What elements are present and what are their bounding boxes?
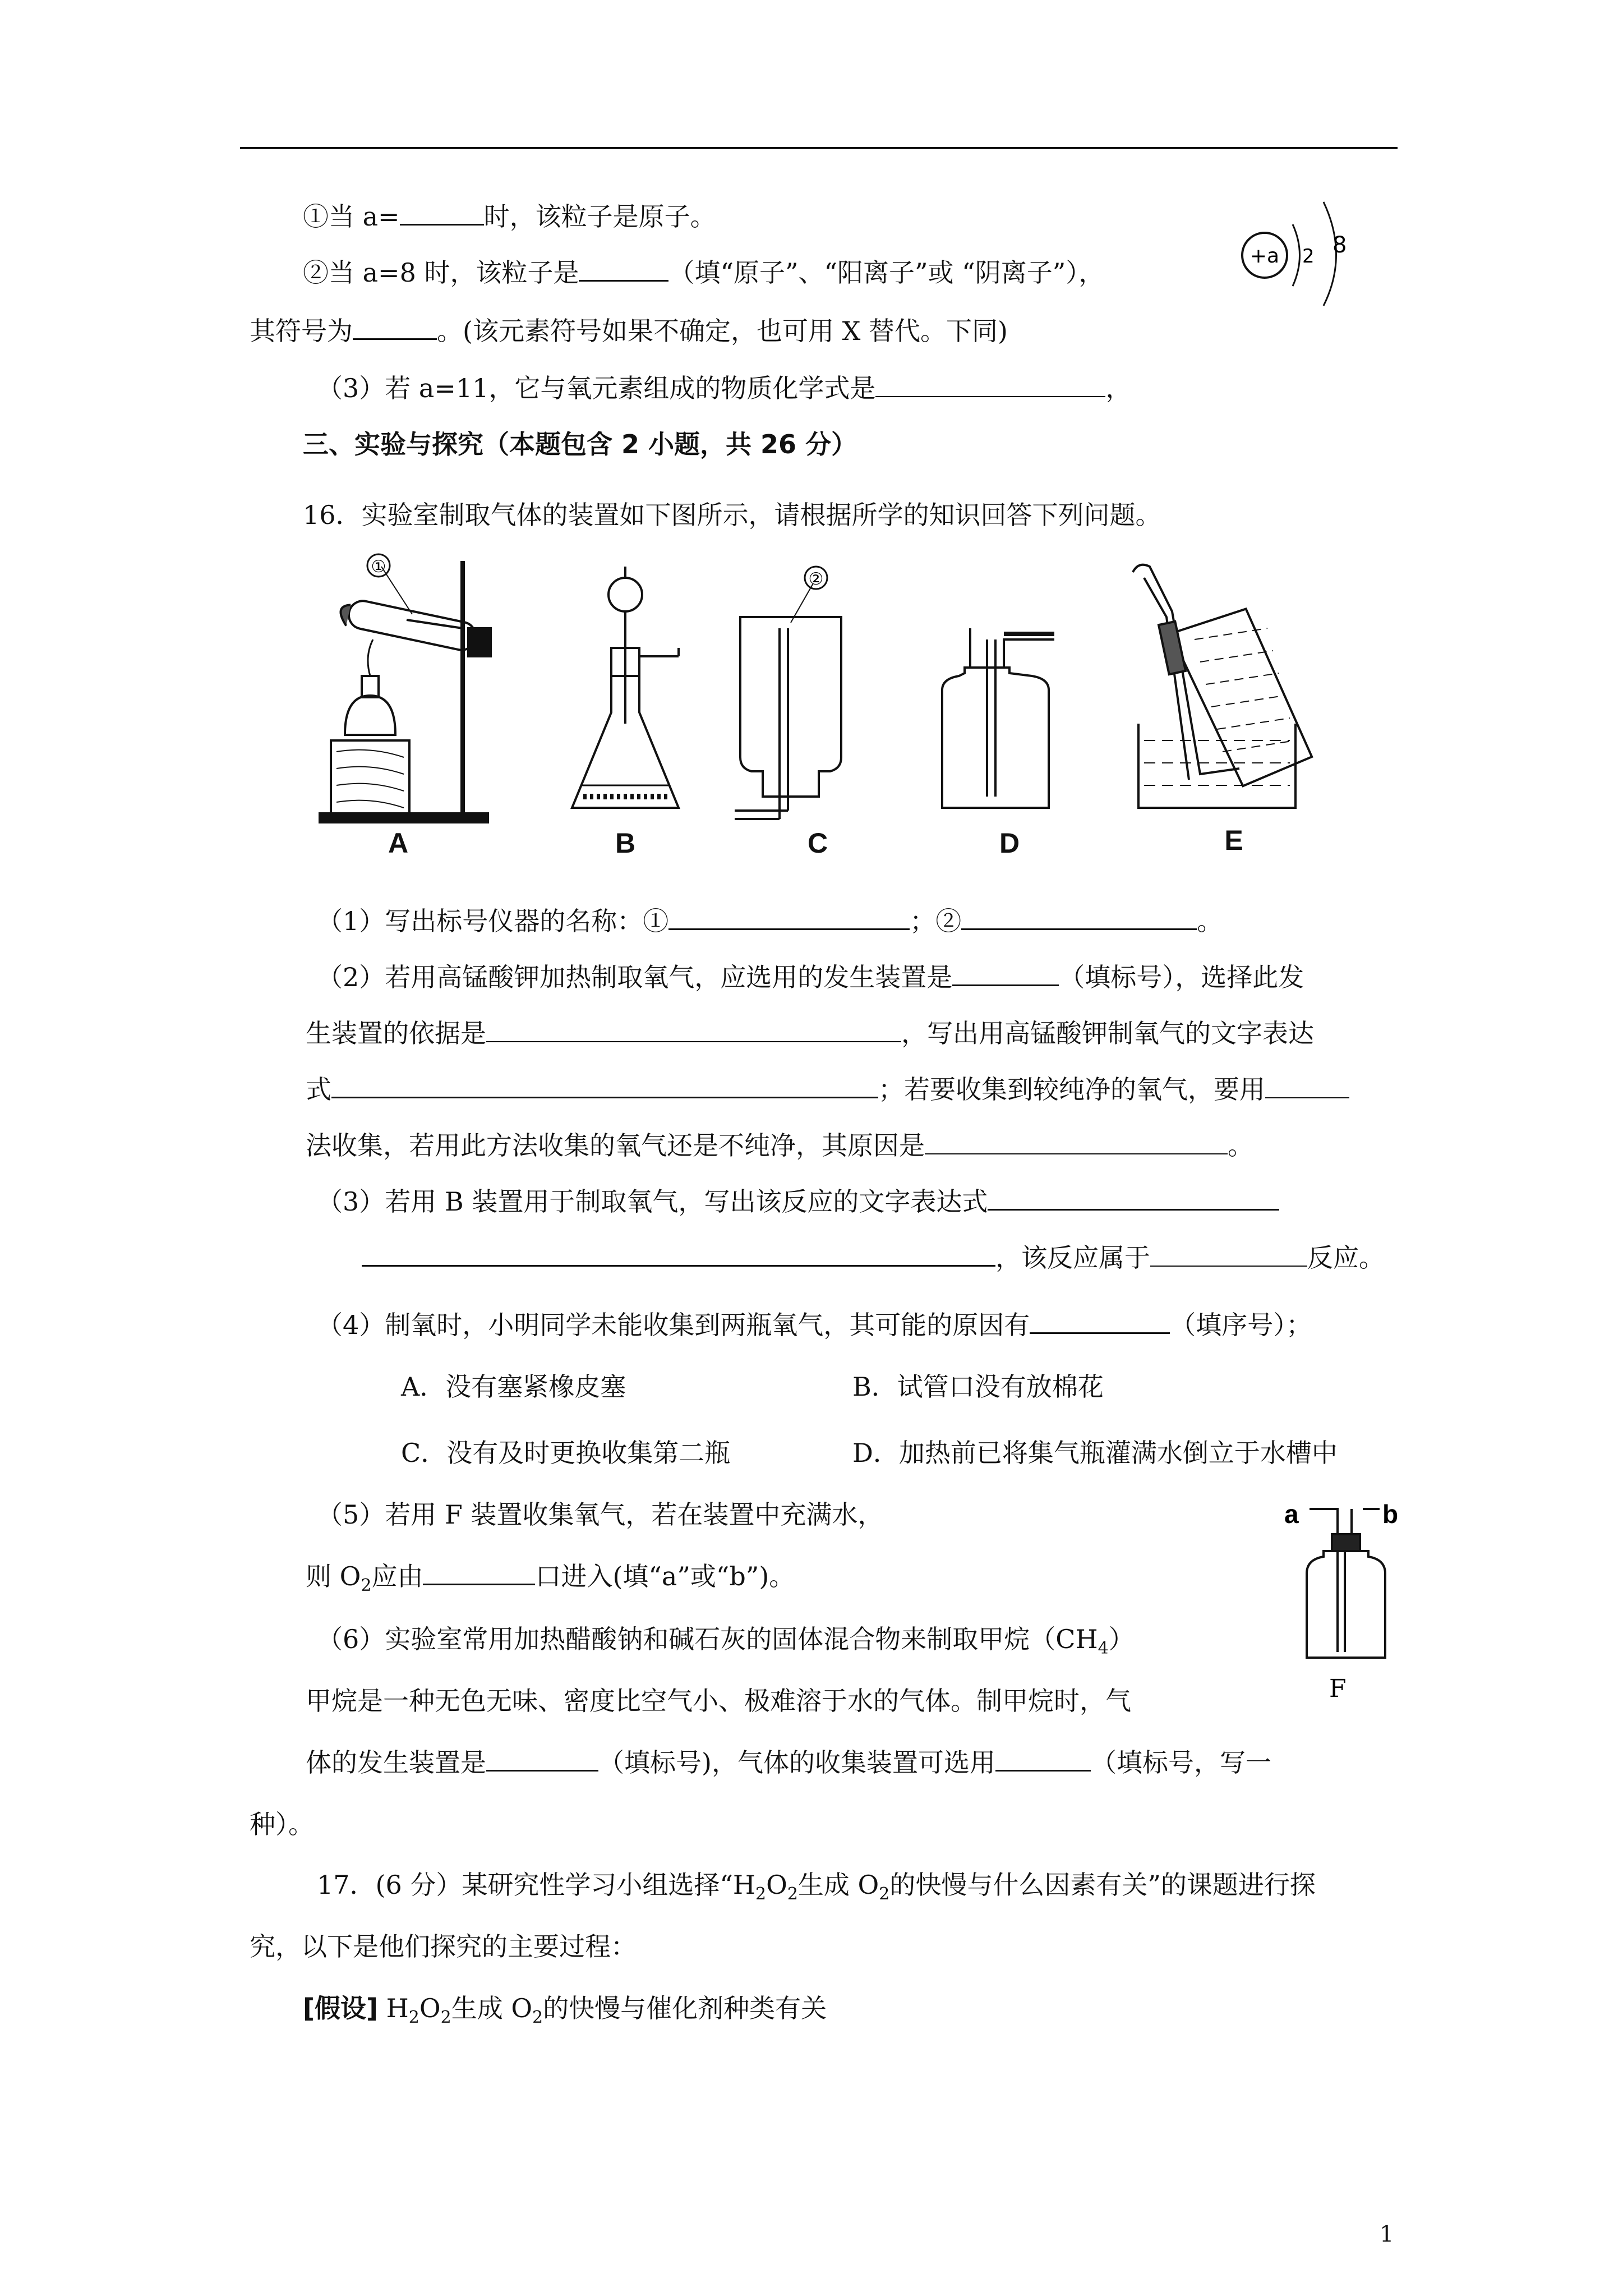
q16-p3a: （3）若用 B 装置用于制取氧气，写出该反应的文字表达式 xyxy=(317,1185,1279,1218)
q17-line2: 究，以下是他们探究的主要过程： xyxy=(250,1931,637,1962)
answer-blank[interactable] xyxy=(400,201,484,226)
q16-p4: （4）制氧时，小明同学未能收集到两瓶氧气，其可能的原因有 （填序号）； xyxy=(317,1310,1312,1340)
q16-p3b: ，该反应属于 反应。 xyxy=(362,1241,1385,1274)
answer-blank[interactable] xyxy=(961,906,1197,930)
nucleus-charge: +a xyxy=(1249,245,1280,268)
option-b[interactable]: B．试管口没有放棉花 xyxy=(852,1372,1104,1402)
q16-p6d: 种）。 xyxy=(250,1809,314,1839)
answer-blank[interactable] xyxy=(925,1131,1228,1154)
q17-line1: 17．(6 分）某研究性学习小组选择“$H_2O_2$生成 $O_2$的快慢与什么因素有关”的课题进行探 xyxy=(317,1870,1316,1904)
q15-item2: ②当 a=8 时，该粒子是 （填“原子”、“阳离子”或 “阴离子”）， xyxy=(303,257,1105,288)
apparatus-e xyxy=(1133,565,1315,808)
answer-blank[interactable] xyxy=(1150,1243,1307,1267)
q16-p5b: 则 $O_2$应由 口进入(填“a”或“b”)。 xyxy=(306,1561,795,1596)
bottle-f-label: F xyxy=(1329,1674,1347,1703)
q16-p5a: （5）若用 F 装置收集氧气，若在装置中充满水， xyxy=(317,1499,884,1530)
answer-blank[interactable] xyxy=(486,1747,598,1772)
apparatus-label-d: D xyxy=(999,827,1020,859)
apparatus-label-a: A xyxy=(388,827,409,859)
q16-p2a: （2）若用高锰酸钾加热制取氧气，应选用的发生装置是 （填标号），选择此发 xyxy=(317,962,1304,992)
q16-p2b: 生装置的依据是 ，写出用高锰酸钾制氧气的文字表达 xyxy=(306,1018,1314,1048)
apparatus-label-e: E xyxy=(1224,825,1243,856)
answer-blank[interactable] xyxy=(668,906,910,930)
port-b-label: b xyxy=(1382,1499,1399,1529)
apparatus-c xyxy=(735,567,841,819)
answer-blank[interactable] xyxy=(995,1747,1091,1772)
port-a-label: a xyxy=(1284,1499,1299,1529)
q16-p6c: 体的发生装置是 （填标号)，气体的收集装置可选用 （填标号，写一 xyxy=(306,1747,1271,1778)
q16-intro: 16．实验室制取气体的装置如下图所示，请根据所学的知识回答下列问题。 xyxy=(303,500,1161,530)
shell2-electrons: 8 xyxy=(1332,232,1347,258)
page-number: 1 xyxy=(1380,2221,1394,2247)
answer-blank[interactable] xyxy=(486,1019,901,1042)
apparatus-figure xyxy=(314,555,1346,859)
apparatus-d xyxy=(942,628,1054,808)
option-c[interactable]: C．没有及时更换收集第二瓶 xyxy=(401,1438,731,1468)
answer-blank[interactable] xyxy=(952,962,1059,986)
answer-blank[interactable] xyxy=(579,257,668,282)
q15-item1: ①当 a= 时，该粒子是原子。 xyxy=(303,201,716,232)
option-a[interactable]: A．没有塞紧橡皮塞 xyxy=(401,1372,626,1402)
q17-hypothesis: [假设] $H_2O_2$生成 $O_2$的快慢与催化剂种类有关 xyxy=(303,1993,827,2028)
apparatus-b xyxy=(572,567,679,808)
apparatus-label-b: B xyxy=(615,827,636,859)
q16-p2d: 法收集，若用此方法收集的氧气还是不纯净，其原因是 。 xyxy=(306,1130,1253,1161)
section-title: 三、实验与探究（本题包含 2 小题，共 26 分） xyxy=(303,429,857,459)
answer-blank[interactable] xyxy=(1030,1310,1170,1334)
apparatus-a xyxy=(320,554,491,822)
answer-blank[interactable] xyxy=(875,374,1105,397)
bottle-f-figure xyxy=(1279,1489,1408,1708)
answer-blank[interactable] xyxy=(331,1074,878,1098)
header-rule xyxy=(240,147,1398,149)
answer-blank[interactable] xyxy=(423,1561,535,1585)
q15-item3: （3）若 a=11，它与氧元素组成的物质化学式是 ， xyxy=(317,373,1132,403)
apparatus-label-c: C xyxy=(807,827,828,859)
option-d[interactable]: D．加热前已将集气瓶灌满水倒立于水槽中 xyxy=(852,1438,1338,1468)
answer-blank[interactable] xyxy=(1265,1075,1349,1098)
atom-structure-diagram xyxy=(1228,191,1368,314)
callout-2: ② xyxy=(808,569,824,589)
answer-blank[interactable] xyxy=(353,316,437,340)
q16-p2c: 式 ；若要收集到较纯净的氧气，要用 xyxy=(306,1073,1349,1106)
shell1-electrons: 2 xyxy=(1302,245,1315,268)
q15-symbol: 其符号为 。(该元素符号如果不确定，也可用 X 替代。下同) xyxy=(250,316,1008,346)
q16-p1: （1）写出标号仪器的名称：① ；② 。 xyxy=(317,906,1223,936)
answer-blank[interactable] xyxy=(988,1186,1279,1211)
q16-p6b: 甲烷是一种无色无味、密度比空气小、极难溶于水的气体。制甲烷时，气 xyxy=(306,1686,1131,1716)
callout-1: ① xyxy=(371,557,386,577)
answer-blank[interactable] xyxy=(362,1243,995,1267)
q16-p6a: （6）实验室常用加热醋酸钠和碱石灰的固体混合物来制取甲烷$(CH_4)$ xyxy=(317,1624,1135,1659)
